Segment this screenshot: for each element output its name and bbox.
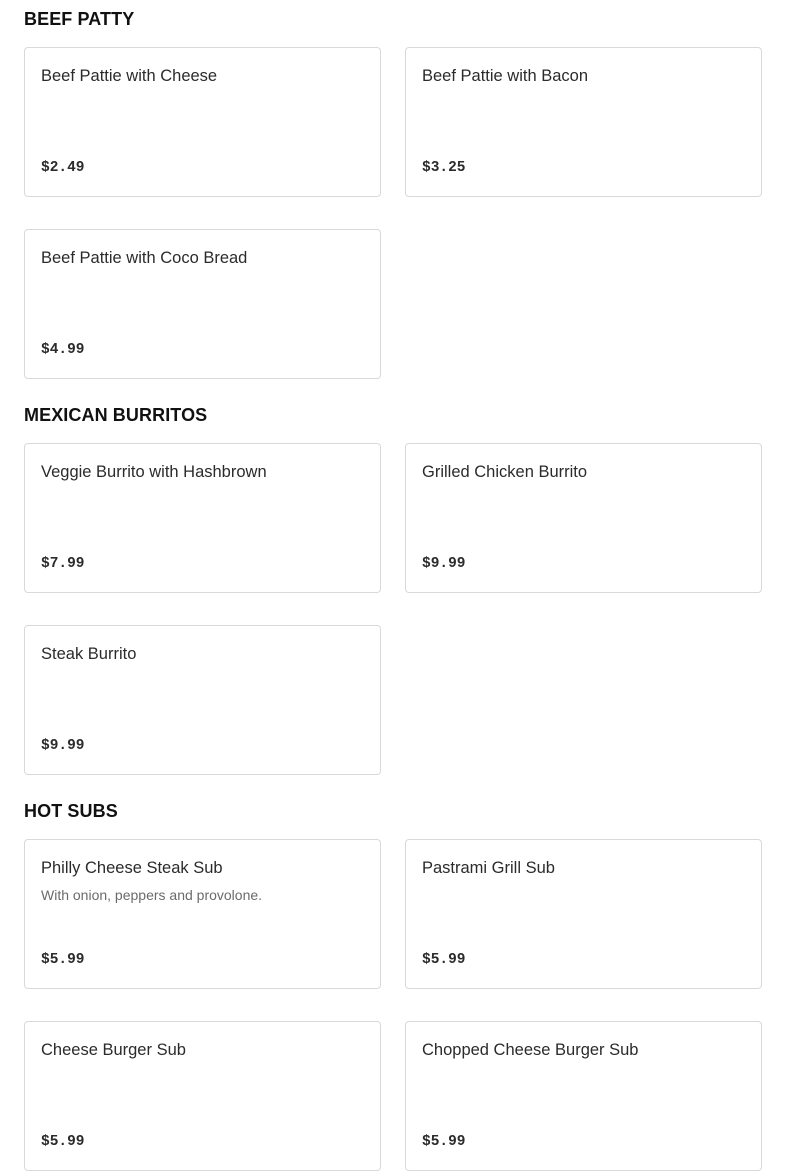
item-name: Chopped Cheese Burger Sub [422, 1041, 639, 1059]
menu-item-card[interactable] [24, 1021, 381, 1171]
item-price: $5.99 [422, 952, 466, 968]
item-price: $5.99 [41, 952, 85, 968]
item-description: With onion, peppers and provolone. [41, 887, 263, 903]
item-price: $5.99 [422, 1134, 466, 1150]
menu-item-card[interactable] [24, 625, 381, 775]
item-name: Philly Cheese Steak Sub [41, 859, 223, 877]
menu-item-card[interactable] [24, 839, 381, 989]
item-name: Cheese Burger Sub [41, 1041, 186, 1059]
item-price: $3.25 [422, 160, 466, 176]
item-name: Steak Burrito [41, 645, 137, 663]
menu-section-beef-patty [24, 0, 761, 379]
menu-item-card[interactable] [405, 443, 762, 593]
menu-section-mexican-burritos [24, 396, 761, 775]
menu-item-card[interactable] [24, 47, 381, 197]
menu-item-card[interactable] [24, 443, 381, 593]
section-title: BEEF PATTY [24, 9, 135, 29]
item-price: $9.99 [41, 738, 85, 754]
item-name: Pastrami Grill Sub [422, 859, 555, 877]
item-price: $2.49 [41, 160, 85, 176]
menu-item-card[interactable] [405, 1021, 762, 1171]
menu-item-card[interactable] [405, 839, 762, 989]
item-name: Beef Pattie with Coco Bread [41, 249, 248, 267]
menu-section-hot-subs [24, 792, 761, 1171]
item-name: Beef Pattie with Bacon [422, 67, 589, 85]
item-price: $7.99 [41, 556, 85, 572]
menu-item-card[interactable] [405, 47, 762, 197]
item-price: $5.99 [41, 1134, 85, 1150]
menu-item-card[interactable] [24, 229, 381, 379]
section-title: MEXICAN BURRITOS [24, 405, 208, 425]
item-name: Grilled Chicken Burrito [422, 463, 588, 481]
item-name: Beef Pattie with Cheese [41, 67, 218, 85]
section-title: HOT SUBS [24, 801, 118, 821]
item-name: Veggie Burrito with Hashbrown [41, 463, 267, 481]
item-price: $4.99 [41, 342, 85, 358]
item-price: $9.99 [422, 556, 466, 572]
